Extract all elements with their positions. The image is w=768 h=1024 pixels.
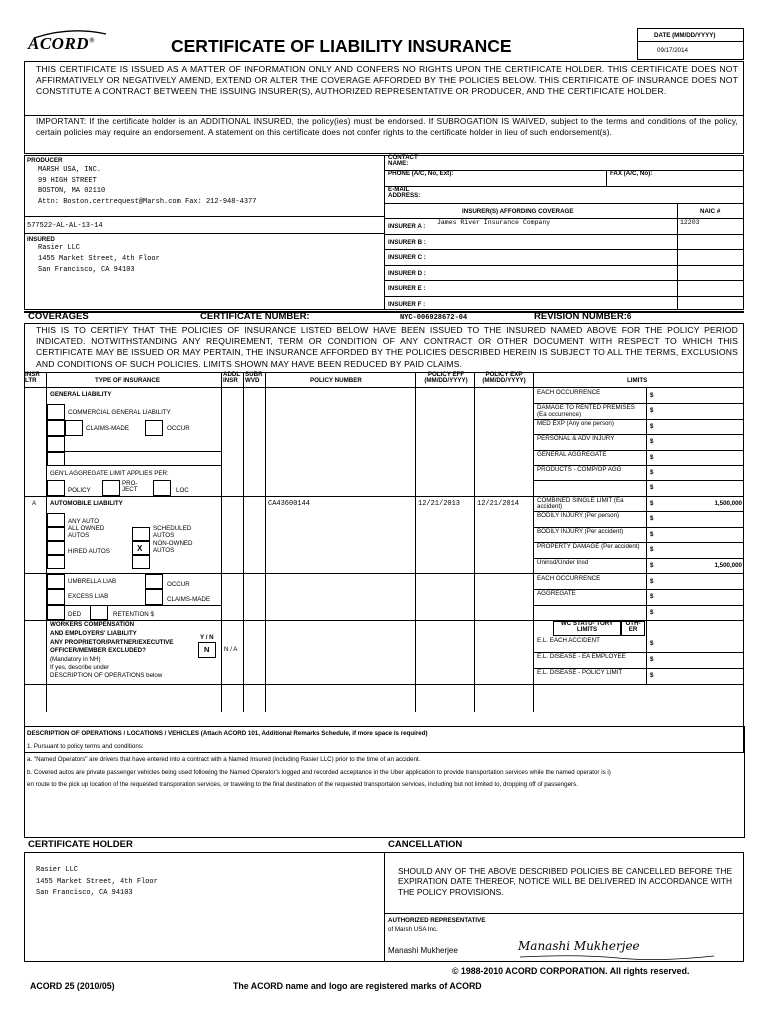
producer-address2: BOSTON, MA 02110 (38, 187, 106, 195)
umbrella-limit-label: AGGREGATE (537, 590, 576, 598)
project-label: PRO- JECT (122, 480, 138, 494)
umbrella-limit-currency: $ (650, 608, 654, 616)
ded-checkbox[interactable] (47, 605, 65, 620)
certificate-holder-label: CERTIFICATE HOLDER (28, 839, 133, 850)
revision-number: 6 (626, 312, 632, 321)
auto-limit-label: Uninsd/Under Insd (537, 558, 589, 566)
description-label: DESCRIPTION OF OPERATIONS / LOCATIONS / VEHICLES (Attach ACORD 101, Additional Remarks Schedule, if more space is required) (27, 730, 428, 737)
revision-number-label (534, 312, 631, 323)
retention-label: RETENTION $ (113, 611, 154, 618)
insurer-label: INSURER C : (388, 254, 426, 261)
scheduled-checkbox[interactable] (132, 527, 150, 541)
other-label: OTH- ER (625, 620, 641, 634)
workers-q1: ANY PROPRIETOR/PARTNER/EXECUTIVE (50, 639, 174, 646)
cgl-checkbox[interactable] (47, 404, 65, 420)
any-auto-label: ANY AUTO (68, 518, 100, 525)
excess-label: EXCESS LIAB (68, 593, 109, 600)
notice-paragraph: THIS CERTIFICATE IS ISSUED AS A MATTER OF INFORMATION ONLY AND CONFERS NO RIGHTS UPON THE CERTIFICATE HOLDER. THIS CERTIFICATE DOES NOT AFFIRMATIVELY OR NEGATIVELY AMEND, EXTEND OR ALTER THE COVERAGE AFFORDED BY THE POLICIES BELOW. THIS CERTIFICATE OF INSURANCE DOES NOT CONSTITUTE A CONTRACT BETWEEN THE ISSUING INSURER(S), AUTHORIZED REPRESENTATIVE OR PRODUCER, AND THE CERTIFICATE HOLDER. (36, 64, 738, 97)
general-limit-label: EACH OCCURRENCE (537, 389, 601, 396)
authorized-rep-company: of Marsh USA Inc. (388, 926, 438, 933)
workers-q4: If yes, describe under (50, 664, 110, 671)
general-limit-currency: $ (650, 484, 654, 492)
gl-blank-checkbox-2[interactable] (47, 436, 65, 452)
authorized-rep-name: Manashi Mukherjee (388, 946, 458, 955)
registered-marks: The ACORD name and logo are registered marks of ACORD (233, 981, 482, 991)
insured-address1: 1455 Market Street, 4th Floor (38, 255, 160, 263)
description-line-1: 1. Pursuant to policy terms and conditions: (27, 743, 144, 750)
col-exp: POLICY EXP (MM/DD/YYYY) (482, 371, 526, 385)
important-paragraph: IMPORTANT: If the certificate holder is an ADDITIONAL INSURED, the policy(ies) must be endorsed. If SUBROGATION IS WAIVED, subject to the terms and conditions of the policy, certain policies may require an endorsement. A statement on this certificate does not confer rights to the certificate holder in lieu of such endorsement(s). (36, 117, 738, 137)
date-value: 09/17/2014 (657, 47, 688, 54)
acord-logo-text: ACORD (28, 34, 90, 53)
phone-label: PHONE (A/C, No, Ext): (388, 170, 454, 177)
gen-aggregate-label: GEN'L AGGREGATE LIMIT APPLIES PER: (50, 470, 169, 477)
auto-insurer-letter: A (32, 500, 37, 507)
workers-limit-currency: $ (650, 672, 654, 679)
auto-policy-exp: 12/21/2014 (477, 500, 520, 508)
coverage-statement: THIS IS TO CERTIFY THAT THE POLICIES OF INSURANCE LISTED BELOW HAVE BEEN ISSUED TO THE INSURED NAMED ABOVE FOR THE POLICY PERIOD INDICATED. NOTWITHSTANDING ANY REQUIREMENT, TERM OR CONDITION OF ANY CONTRACT OR OTHER DOCUMENT WITH RESPECT TO WHICH THIS CERTIFICATE MAY BE ISSUED OR MAY PERTAIN, THE INSURANCE AFFORDED BY THE POLICIES DESCRIBED HEREIN IS SUBJECT TO ALL THE TERMS, EXCLUSIONS AND CONDITIONS OF SUCH POLICIES. LIMITS SHOWN MAY HAVE BEEN REDUCED BY PAID CLAIMS. (36, 325, 738, 369)
gl-blank-checkbox-1[interactable] (47, 420, 65, 436)
general-limit-currency: $ (650, 453, 654, 461)
auto-policy-number: CA43600144 (268, 500, 311, 508)
general-limit-currency: $ (650, 407, 654, 415)
holder-address2: San Francisco, CA 94103 (36, 889, 133, 897)
email-label: E-MAIL ADDRESS: (388, 186, 421, 200)
producer-address1: 99 HIGH STREET (38, 177, 97, 185)
ded-label: DED (68, 611, 82, 618)
insurer-divider (384, 280, 744, 281)
workers-limit-currency: $ (650, 640, 654, 647)
workers-na: N / A (224, 646, 238, 653)
auto-limit-currency: $ (650, 500, 654, 507)
non-owned-mark: X (137, 544, 143, 553)
auto-limit-label: BODILY INJURY (Per person) (537, 512, 620, 520)
cancellation-text: SHOULD ANY OF THE ABOVE DESCRIBED POLICIES BE CANCELLED BEFORE THE EXPIRATION DATE THEREOF, NOTICE WILL BE DELIVERED IN ACCORDANCE WITH THE POLICY PROVISIONS. (398, 866, 732, 897)
insurer-label: INSURER E : (388, 285, 426, 292)
general-limit-label: PRODUCTS - COMP/OP AGG (537, 466, 622, 473)
umbrella-claims-made-checkbox[interactable] (145, 589, 163, 605)
insurer-label: INSURER F : (388, 300, 426, 308)
general-liability-title: GENERAL LIABILITY (50, 391, 112, 398)
auto-limit-label: COMBINED SINGLE LIMIT (Ea accident) (537, 497, 624, 511)
workers-title-2: AND EMPLOYERS' LIABILITY (50, 630, 137, 637)
excess-checkbox[interactable] (47, 589, 65, 605)
occur-checkbox[interactable] (145, 420, 163, 436)
description-line-2: a. "Named Operators" are drivers that have entered into a contract with a Named Insured (including Rasier LLC) prior to the time of an accident. (27, 756, 421, 763)
auto-policy-eff: 12/21/2013 (418, 500, 461, 508)
insurer-name: James River Insurance Company (437, 219, 551, 226)
project-checkbox[interactable] (102, 480, 120, 496)
general-limit-divider (533, 480, 744, 481)
umbrella-limit-divider (533, 605, 744, 606)
producer-name: MARSH USA, INC. (38, 166, 102, 174)
insurer-naic: 12203 (680, 219, 700, 226)
umbrella-limit-divider (533, 620, 744, 621)
auto-limit-label: BODILY INJURY (Per accident) (537, 527, 624, 535)
signature: Manashi Mukherjee (518, 939, 640, 953)
loc-label: LOC (176, 487, 189, 494)
general-limit-currency: $ (650, 422, 654, 430)
general-limit-label: GENERAL AGGREGATE (537, 450, 607, 458)
certificate-number: NYC-006928672-04 (400, 314, 468, 322)
auto-limit-currency: $ (650, 546, 654, 554)
col-eff: POLICY EFF (MM/DD/YYYY) (424, 371, 468, 385)
occur-label: OCCUR (167, 425, 190, 432)
producer-attn: Attn: Boston.certrequest@Marsh.com Fax: 212-948-4377 (38, 198, 257, 206)
holder-address1: 1455 Market Street, 4th Floor (36, 878, 158, 886)
col-subr: SUBR WVD (245, 371, 263, 385)
claims-made-checkbox[interactable] (65, 420, 83, 436)
insurer-label: INSURER B : (388, 238, 426, 246)
general-limit-currency: $ (650, 469, 654, 476)
holder-name: Rasier LLC (36, 866, 79, 874)
authorized-rep-label: AUTHORIZED REPRESENTATIVE (388, 917, 486, 924)
umbrella-occur-checkbox[interactable] (145, 574, 163, 589)
hired-autos-label: HIRED AUTOS (68, 548, 110, 555)
copyright: © 1988-2010 ACORD CORPORATION. All rights reserved. (452, 966, 690, 976)
auto-liability-title: AUTOMOBILE LIABILITY (50, 500, 123, 507)
hired-autos-checkbox[interactable] (47, 541, 65, 555)
auto-limit-label: PROPERTY DAMAGE (Per accident) (537, 543, 640, 551)
auto-limit-value: 1,500,000 (714, 500, 742, 507)
col-type: TYPE OF INSURANCE (95, 377, 160, 384)
cancellation-label: CANCELLATION (388, 839, 463, 850)
any-auto-checkbox[interactable] (47, 513, 65, 527)
umbrella-limit-currency: $ (650, 593, 654, 601)
description-line-3: b. Covered autos are private passenger vehicles being used following the Named Operator's logged and recorded acceptance in the Uber application to provide transportation services while the named operator is i) (27, 769, 611, 776)
auto-limit-currency: $ (650, 561, 654, 569)
insurer-label: INSURER A : (388, 223, 426, 230)
general-limit-label: PERSONAL & ADV INJURY (537, 435, 615, 443)
workers-q5: DESCRIPTION OF OPERATIONS below (50, 672, 163, 679)
insured-label: INSURED (27, 236, 55, 243)
signature-underline-icon (518, 954, 718, 960)
revision-label-text: REVISION NUMBER: (534, 311, 627, 322)
wc-statutory-label: WC STATU- TORY LIMITS (560, 620, 614, 634)
coverages-label: COVERAGES (28, 311, 89, 322)
page-title: CERTIFICATE OF LIABILITY INSURANCE (171, 36, 512, 56)
non-owned-label: NON-OWNED AUTOS (153, 540, 193, 554)
claims-made-label: CLAIMS-MADE (86, 425, 129, 432)
general-limit-label: DAMAGE TO RENTED PREMISES (Ea occurrence) (537, 404, 635, 418)
date-label: DATE (MM/DD/YYYY) (654, 32, 716, 39)
insured-name: Rasier LLC (38, 244, 81, 252)
umbrella-limit-label: EACH OCCURRENCE (537, 575, 601, 582)
col-addl: ADDL INSR (223, 371, 241, 385)
producer-label: PRODUCER (27, 157, 63, 164)
all-owned-checkbox[interactable] (47, 527, 65, 541)
cgl-label: COMMERCIAL GENERAL LIABILITY (68, 409, 171, 416)
retention-checkbox[interactable] (90, 605, 108, 620)
insurers-header: INSURER(S) AFFORDING COVERAGE (462, 208, 574, 215)
auto-blank-checkbox-1[interactable] (47, 555, 65, 569)
umbrella-occur-label: OCCUR (167, 581, 190, 588)
auto-limit-currency: $ (650, 530, 654, 538)
naic-label: NAIC # (700, 208, 721, 215)
workers-q2: OFFICER/MEMBER EXCLUDED? (50, 647, 146, 654)
auto-limit-currency: $ (650, 515, 654, 523)
col-policy-number: POLICY NUMBER (310, 377, 362, 384)
workers-title-1: WORKERS COMPENSATION (50, 621, 135, 628)
form-number: ACORD 25 (2010/05) (30, 981, 115, 991)
producer-code: 577522-AL-AL-13-14 (27, 222, 103, 230)
gl-blank-checkbox-3[interactable] (47, 452, 65, 466)
workers-yn: Y / N (200, 634, 214, 641)
workers-limit-label: E.L. DISEASE - POLICY LIMIT (537, 669, 623, 676)
description-line-4: en route to the pick up location of the requested transporation services, or traveling to the final destination of the requested transportaion services, including but not limited to, dropping off of passengers. (27, 781, 578, 788)
loc-checkbox[interactable] (153, 480, 171, 496)
auto-blank-checkbox-2[interactable] (132, 555, 150, 569)
workers-answer: N (204, 645, 210, 654)
umbrella-checkbox[interactable] (47, 574, 65, 589)
umbrella-limit-currency: $ (650, 578, 654, 585)
policy-checkbox[interactable] (47, 480, 65, 496)
all-owned-label: ALL OWNED AUTOS (68, 525, 105, 539)
insurer-divider (384, 234, 744, 235)
policy-label: POLICY (68, 487, 91, 494)
insurer-divider (384, 296, 744, 297)
certificate-number-label: CERTIFICATE NUMBER: (200, 311, 310, 322)
workers-limit-label: E.L. EACH ACCIDENT (537, 637, 600, 644)
col-insr-ltr: INSR LTR (25, 371, 40, 385)
umbrella-label: UMBRELLA LIAB (68, 578, 117, 585)
insurer-divider (384, 249, 744, 250)
workers-limit-currency: $ (650, 656, 654, 663)
insurer-label: INSURER D : (388, 269, 426, 277)
registered-mark: ® (89, 36, 95, 45)
auto-limit-value: 1,500,000 (714, 561, 742, 569)
workers-limit-divider (533, 684, 744, 685)
acord-logo-swoosh-icon (30, 28, 110, 40)
umbrella-claims-made-label: CLAIMS-MADE (167, 596, 210, 603)
col-limits: LIMITS (627, 377, 648, 384)
auto-limit-divider (533, 573, 744, 574)
fax-label: FAX (A/C, No): (610, 170, 653, 177)
general-limit-currency: $ (650, 438, 654, 446)
workers-q3: (Mandatory in NH) (50, 656, 101, 663)
contact-name-label: CONTACT NAME: (388, 154, 418, 168)
insured-address2: San Francisco, CA 94103 (38, 266, 135, 274)
scheduled-label: SCHEDULED AUTOS (153, 525, 192, 539)
insurer-divider (384, 265, 744, 266)
general-limit-label: MED EXP (Any one person) (537, 419, 614, 427)
workers-limit-label: E.L. DISEASE - EA EMPLOYEE (537, 653, 626, 660)
general-limit-currency: $ (650, 392, 654, 399)
